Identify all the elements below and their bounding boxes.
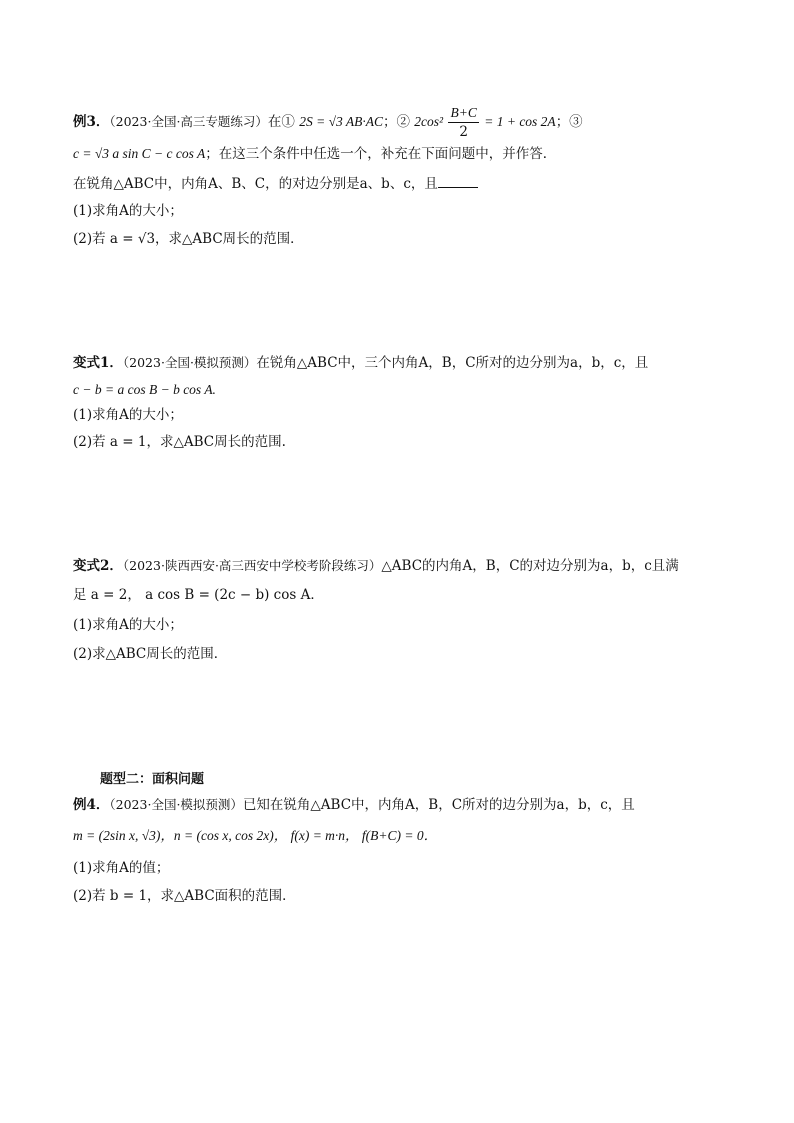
example-3-source: （2023·全国·高三专题练习） [109,114,268,129]
variant-2-source: （2023·陕西西安·高三西安中学校考阶段练习） [122,558,382,573]
section-title-type-2: 题型二：面积问题 [100,772,205,787]
example-4-question-1: (1)求角A的值； [73,860,170,876]
example-3-label: 例3． [73,114,110,130]
condition-2-pre: 2cos² [414,114,447,129]
example-3-intro: 在① [267,114,295,130]
variant-1-source: （2023·全国·模拟预测） [122,355,257,370]
variant-2-question-1: (1)求角A的大小； [73,617,183,633]
example-4-source: （2023·全国·模拟预测） [109,797,243,812]
condition-1: 2S = √3 AB·AC [299,114,383,129]
variant-2-question-2: (2)求△ABC周长的范围． [73,646,228,662]
variant-1-question-1: (1)求角A的大小； [73,407,183,423]
variant-1-equation: c − b = a cos B − b cos A. [73,382,216,397]
example-3-line-2 [73,144,556,164]
example-4-line-1 [73,795,635,815]
example-3-stem-text: 在锐角△ABC中，内角A、B、C，的对边分别是a、b、c，且 [73,176,438,192]
variant-2-label: 变式2． [73,558,123,574]
answer-blank [438,173,478,188]
condition-3: c = √3 a sin C − c cos A [73,146,206,161]
example-4-question-2: (2)若 b = 1，求△ABC面积的范围． [73,888,296,904]
variant-1-stem: 在锐角△ABC中，三个内角A，B，C所对的边分别为a，b，c，且 [256,355,649,371]
variant-2-stem: △ABC的内角A，B，C的对边分别为a，b，c且满 [381,558,679,574]
separator-1: ；② [383,114,410,130]
variant-1-line-1 [73,353,648,373]
example-3-tail: ；在这三个条件中任选一个，补充在下面问题中，并作答． [205,146,557,162]
separator-2: ；③ [555,114,583,130]
condition-2-post: = 1 + cos 2A [480,114,556,129]
example-3-stem [73,173,478,194]
fraction-numerator: B+C [448,104,478,123]
example-4-equation-line [73,826,437,846]
example-4-equation: m = (2sin x, √3)，n = (cos x, cos 2x)， f(x) = m·n， f(B+C) = 0． [73,828,438,843]
variant-2-line-2: 足 a = 2， a cos B = (2c − b) cos A． [73,587,324,603]
example-3-question-2: (2)若 a = √3，求△ABC周长的范围． [73,231,304,247]
example-4-stem: 已知在锐角△ABC中，内角A，B，C所对的边分别为a，b，c，且 [242,797,635,813]
variant-1-question-2: (2)若 a = 1，求△ABC周长的范围. [73,434,286,450]
fraction-denominator: 2 [459,124,468,140]
example-4-label: 例4． [73,797,110,813]
variant-1-label: 变式1． [73,355,123,371]
example-3-line-1 [73,104,583,141]
variant-1-equation-line [73,380,216,400]
example-3-question-1: (1)求角A的大小； [73,203,183,219]
variant-2-line-1 [73,556,679,576]
condition-2-fraction [448,104,478,141]
